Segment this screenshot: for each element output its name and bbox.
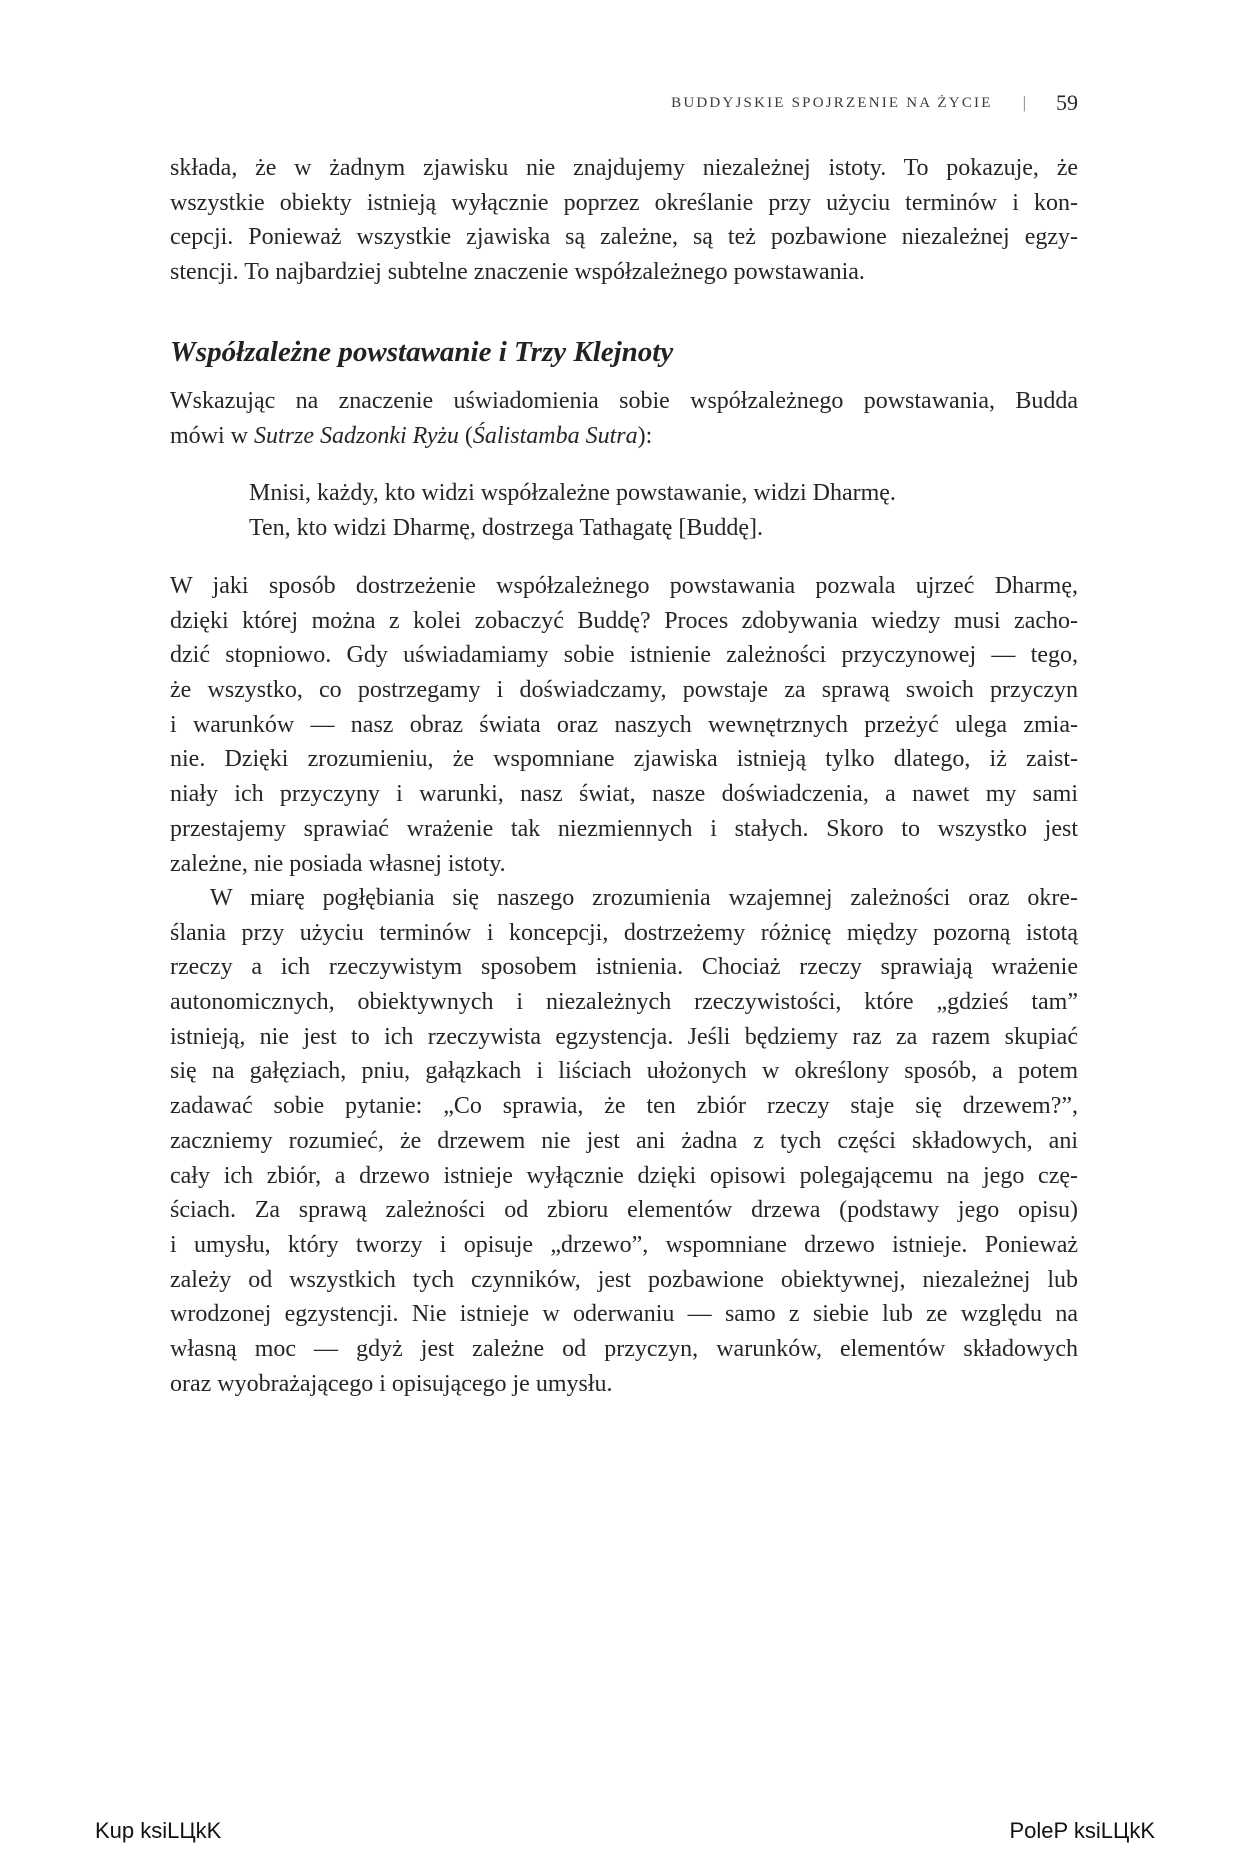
text-line: zależy od wszystkich tych czynników, jest pozbawione obiektywnej, niezależnej lub <box>170 1266 1078 1293</box>
section-heading: Współzależne powstawanie i Trzy Klejnoty <box>170 336 674 368</box>
italic-title: Sutrze Sadzonki Ryżu <box>254 422 459 449</box>
text-line: ściach. Za sprawą zależności od zbioru elementów drzewa (podstawy jego opisu) <box>170 1197 1078 1224</box>
text-line: ślania przy użyciu terminów i koncepcji, dostrzeżemy różnicę między pozorną istotą <box>170 919 1078 946</box>
text-line: zaczniemy rozumieć, że drzewem nie jest ani żadna z tych części składowych, ani <box>170 1127 1078 1154</box>
text-line: istnieją, nie jest to ich rzeczywista egzystencja. Jeśli będziemy raz za razem skupiać <box>170 1023 1078 1050</box>
text-line: i umysłu, który tworzy i opisuje „drzewo”, wspomniane drzewo istnieje. Ponieważ <box>170 1231 1078 1258</box>
text-line: cały ich zbiór, a drzewo istnieje wyłącznie dzięki opisowi polegającemu na jego czę- <box>170 1162 1078 1189</box>
text-line: autonomicznych, obiektywnych i niezależnych rzeczywistości, które „gdzieś tam” <box>170 989 1078 1016</box>
recommend-book-link[interactable]: PoleP ksiLЦkK <box>1009 1818 1155 1843</box>
paragraph <box>170 881 1078 1401</box>
text-line: zależne, nie posiada własnej istoty. <box>170 850 506 877</box>
buy-book-link[interactable]: Kup ksiLЦkK <box>95 1818 222 1843</box>
text-line: dzięki której można z kolei zobaczyć Buddę? Proces zdobywania wiedzy musi zacho- <box>170 607 1078 634</box>
text-line: składa, że w żadnym zjawisku nie znajdujemy niezależnej istoty. To pokazuje, że <box>170 155 1078 181</box>
text-line: przestajemy sprawiać wrażenie tak niezmiennych i stałych. Skoro to wszystko jest <box>170 815 1078 842</box>
text-line: dzić stopniowo. Gdy uświadamiamy sobie istnienie zależności przyczynowej — tego, <box>170 642 1078 669</box>
italic-title: Śalistamba Sutra <box>472 422 638 449</box>
text-line: się na gałęziach, pniu, gałązkach i liściach ułożonych w określony sposób, a potem <box>170 1058 1078 1085</box>
text-line: W jaki sposób dostrzeżenie współzależnego powstawania pozwala ujrzeć Dharmę, <box>170 573 1078 599</box>
text-line: oraz wyobrażającego i opisującego je umysłu. <box>170 1370 613 1397</box>
text-span: mówi w <box>170 422 254 449</box>
paragraph <box>170 569 1078 881</box>
text-line: Wskazując na znaczenie uświadomienia sobie współzależnego powstawania, Budda <box>170 388 1078 414</box>
paragraph <box>170 384 1078 453</box>
text-line <box>170 419 1078 454</box>
text-span: ): <box>637 422 653 449</box>
text-line: niały ich przyczyny i warunki, nasz świat, nasze doświadczenia, a nawet my sami <box>170 781 1078 808</box>
text-line: wszystkie obiekty istnieją wyłącznie poprzez określanie przy użyciu terminów i kon- <box>170 189 1078 216</box>
text-line: cepcji. Ponieważ wszystkie zjawiska są zależne, są też pozbawione niezależnej egzy- <box>170 224 1078 251</box>
text-line: zadawać sobie pytanie: „Co sprawia, że ten zbiór rzeczy staje się drzewem?”, <box>170 1093 1078 1120</box>
text-line: Mnisi, każdy, kto widzi współzależne powstawanie, widzi Dharmę. <box>249 480 896 506</box>
header-separator: | <box>1022 93 1026 112</box>
text-line: Ten, kto widzi Dharmę, dostrzega Tathagatę [Buddę]. <box>249 514 764 541</box>
paragraph <box>170 151 1078 290</box>
text-line: własną moc — gdyż jest zależne od przyczyn, warunków, elementów składowych <box>170 1335 1078 1362</box>
text-line: że wszystko, co postrzegamy i doświadczamy, powstaje za sprawą swoich przyczyn <box>170 677 1078 704</box>
running-title: BUDDYJSKIE SPOJRZENIE NA ŻYCIE <box>671 94 993 111</box>
page-number: 59 <box>1056 90 1078 115</box>
running-header <box>671 86 1078 120</box>
block-quote <box>249 476 1078 545</box>
text-line: rzeczy a ich rzeczywistym sposobem istnienia. Chociaż rzeczy sprawiają wrażenie <box>170 954 1078 981</box>
text-span: ( <box>458 422 473 449</box>
text-line: wrodzonej egzystencji. Nie istnieje w oderwaniu — samo z siebie lub ze względu na <box>170 1301 1078 1328</box>
text-line: W miarę pogłębiania się naszego zrozumienia wzajemnej zależności oraz okre- <box>210 885 1078 911</box>
text-line: i warunków — nasz obraz świata oraz naszych wewnętrznych przeżyć ulega zmia- <box>170 711 1078 738</box>
text-line: nie. Dzięki zrozumieniu, że wspomniane zjawiska istnieją tylko dlatego, iż zaist- <box>170 746 1078 773</box>
text-line: stencji. To najbardziej subtelne znaczenie współzależnego powstawania. <box>170 259 865 286</box>
